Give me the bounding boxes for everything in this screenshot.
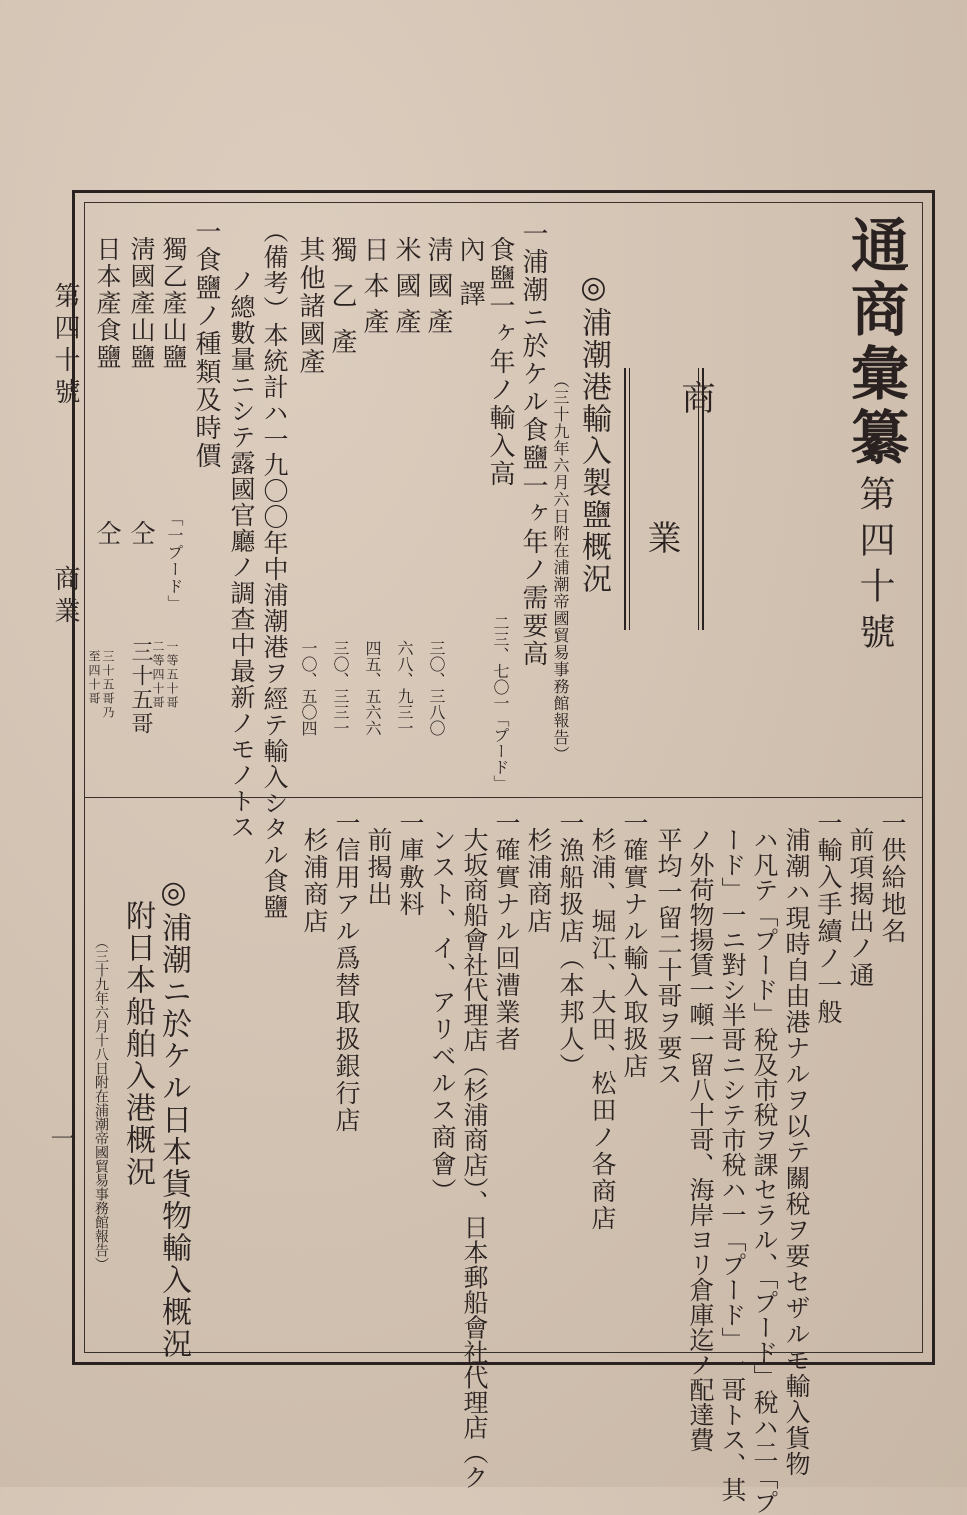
value-japan: 四五、五六六 (363, 640, 382, 736)
section-heading (641, 380, 715, 554)
shipping-heading: 一確實ナル回漕業者 (492, 810, 521, 1053)
storage-text: 前揭出 (364, 827, 393, 908)
journal-title: 通商彙纂 (841, 215, 909, 471)
article1-remark-line2: ノ總數量ニシテ露國官廳ノ調查中最新ノモノトス (227, 268, 256, 840)
shipping-line1: 大坂商船會社代理店（杉浦商店）、日本郵船會社代理店（ク (460, 827, 489, 1490)
horizontal-divider (84, 797, 923, 798)
value-other: 一〇、五〇四 (299, 640, 318, 736)
origin-germany: 獨乙產 (327, 236, 357, 374)
value-germany: 三〇、三三一 (331, 640, 350, 736)
origin-qing: 淸國產 (423, 236, 453, 344)
type-german-name: 獨乙產山鹽 (159, 236, 188, 371)
type-qing-value: 三十五哥 (128, 640, 153, 736)
page-number: 一 (46, 1125, 76, 1157)
section-char-2: 業 (641, 520, 681, 554)
origin-japan: 日本產 (359, 236, 389, 344)
article1-total-value: 二三、七〇一「プード」 (491, 615, 510, 791)
storage-heading: 一庫敷料 (396, 810, 425, 918)
procedure-line4: ノ外荷物揚賃一噸一留八十哥、海岸ヨリ倉庫迄ノ配達費 (686, 827, 715, 1452)
issue-label: 第四十號 (854, 475, 895, 659)
type-japan-name: 日本產食鹽 (93, 236, 122, 371)
importers-heading: 一確實ナル輸入取扱店 (620, 810, 649, 1080)
value-qing: 三〇、三八〇 (427, 640, 446, 736)
value-usa: 六八、九三一 (395, 640, 414, 736)
procedure-heading: 一輸入手續ノ一般 (814, 810, 843, 1026)
procedure-line2: ハ凡テ「プード」稅及市稅ヲ課セラル、「プード」稅ハ二「プ (750, 827, 779, 1515)
type-qing-name: 淸國產山鹽 (127, 236, 156, 371)
article1-demand-line: 一浦潮ニ於ケル食鹽一ヶ年ノ需要高 (518, 220, 548, 668)
article1-title: ◎浦潮港輸入製鹽概況 (576, 270, 611, 595)
article1-import-line: 食鹽一ヶ年ノ輸入高 (485, 236, 515, 488)
procedure-line3: ード」一ニ對シ半哥ニシテ市稅ハ一「プード」一哥トス、其 (718, 827, 747, 1502)
procedure-line1: 浦潮ハ現時自由港ナルヲ以テ關稅ヲ要セザルモ輸入貨物 (782, 827, 811, 1477)
article1-remark-line1: （備考）本統計ハ一九〇〇年中浦潮港ヲ經テ輸入シタル食鹽 (260, 218, 289, 920)
article2-title: ◎浦潮ニ於ケル日本貨物輸入概況 (156, 875, 191, 1360)
article1-breakdown-label: 內譯 (455, 236, 485, 324)
margin-section-label: 商業 (50, 565, 80, 629)
article2-source-note: （三十九年六月十八日附在浦潮帝國貿易事務館報告） (93, 935, 109, 1271)
article2-subtitle: 附日本船舶入港概況 (120, 900, 155, 1188)
supply-text: 前項揭出ノ通 (846, 827, 875, 989)
section-char-1: 商 (675, 380, 715, 414)
article1-source-note: （三十九年六月六日附在浦潮帝國貿易事務館報告） (551, 372, 570, 763)
origin-other: 其他諸國產 (295, 236, 325, 376)
type-qing-price: 仝 (127, 520, 156, 547)
type-japan-price: 仝 (93, 520, 122, 547)
bank-text: 杉浦商店 (300, 827, 329, 935)
shipping-line2: ンスト、イ、アリベルス商會） (428, 827, 457, 1205)
bank-heading: 一信用アル爲替取扱銀行店 (332, 810, 361, 1134)
origin-usa: 米國產 (391, 236, 421, 344)
importers-text: 杉浦、堀江、大田、松田ノ各商店 (588, 827, 617, 1232)
article1-types-heading: 一食鹽ノ種類及時價 (191, 218, 221, 470)
type-german-price: 「一プード」 (165, 510, 184, 612)
supply-heading: 一供給地名 (878, 810, 907, 945)
margin-issue-number: 第四十號 (50, 282, 80, 410)
fishing-heading: 一漁船扱店（本邦人） (556, 810, 585, 1080)
procedure-line5: 平均一留二十哥ヲ要ス (654, 827, 683, 1087)
fishing-text: 杉浦商店 (524, 827, 553, 935)
